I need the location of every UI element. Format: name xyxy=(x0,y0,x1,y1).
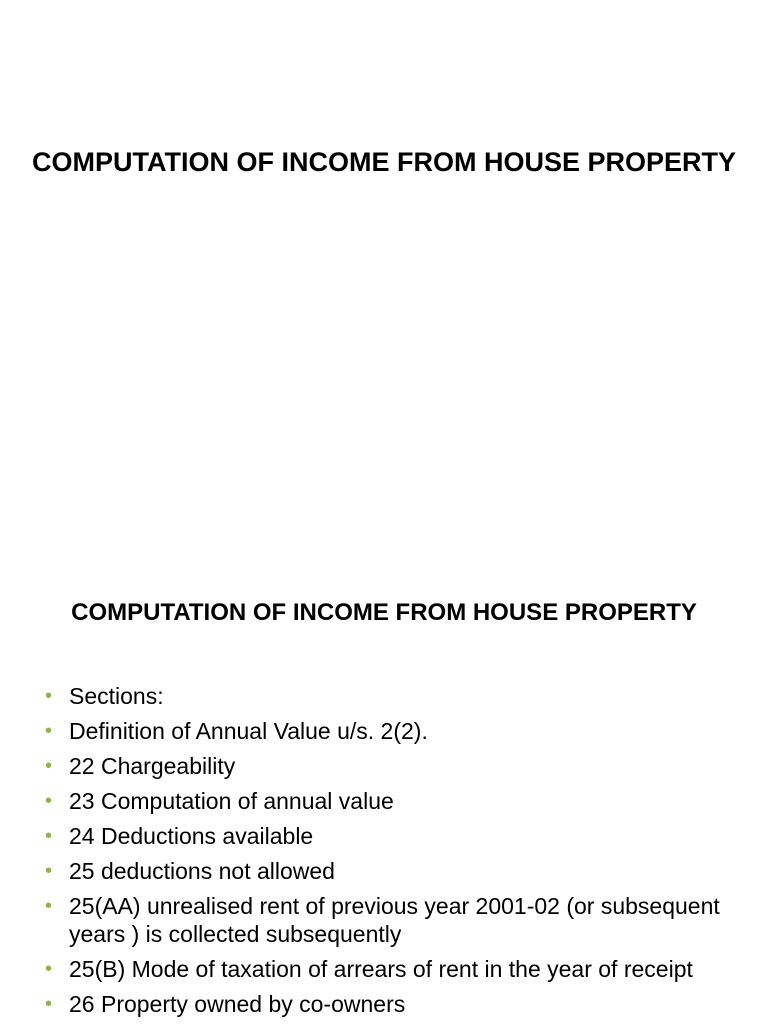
bullet-item xyxy=(45,990,739,1018)
bullet-icon: • xyxy=(45,895,53,917)
bullet-item xyxy=(45,822,739,850)
bullet-text: Definition of Annual Value u/s. 2(2). xyxy=(69,718,428,744)
bullet-icon: • xyxy=(45,720,53,742)
bullet-text: Sections: xyxy=(69,683,164,709)
bullet-icon: • xyxy=(45,958,53,980)
bullet-item xyxy=(45,787,739,815)
bullet-item xyxy=(45,955,739,983)
bullet-icon: • xyxy=(45,993,53,1015)
bullet-item xyxy=(45,892,739,948)
bullet-text: 25(B) Mode of taxation of arrears of rent in the year of receipt xyxy=(69,956,693,982)
bullet-list xyxy=(45,682,739,1024)
bullet-text: 23 Computation of annual value xyxy=(69,788,394,814)
bullet-icon: • xyxy=(45,685,53,707)
bullet-item xyxy=(45,717,739,745)
slide-title: COMPUTATION OF INCOME FROM HOUSE PROPERTY xyxy=(31,147,736,177)
bullet-item xyxy=(45,857,739,885)
bullet-text: 25(AA) unrealised rent of previous year 2001-02 (or subsequent years ) is collected subsequently xyxy=(69,893,720,947)
bullet-icon: • xyxy=(45,825,53,847)
bullet-icon: • xyxy=(45,790,53,812)
bullet-item xyxy=(45,682,739,710)
bullet-icon: • xyxy=(45,860,53,882)
bullet-text: 25 deductions not allowed xyxy=(69,858,335,884)
bullet-item xyxy=(45,752,739,780)
slide-heading: COMPUTATION OF INCOME FROM HOUSE PROPERTY xyxy=(71,599,697,626)
bullet-text: 24 Deductions available xyxy=(69,823,314,849)
bullet-icon: • xyxy=(45,755,53,777)
slide-sections xyxy=(0,576,768,1024)
bullet-text: 26 Property owned by co-owners xyxy=(69,991,406,1017)
bullet-text: 22 Chargeability xyxy=(69,753,236,779)
